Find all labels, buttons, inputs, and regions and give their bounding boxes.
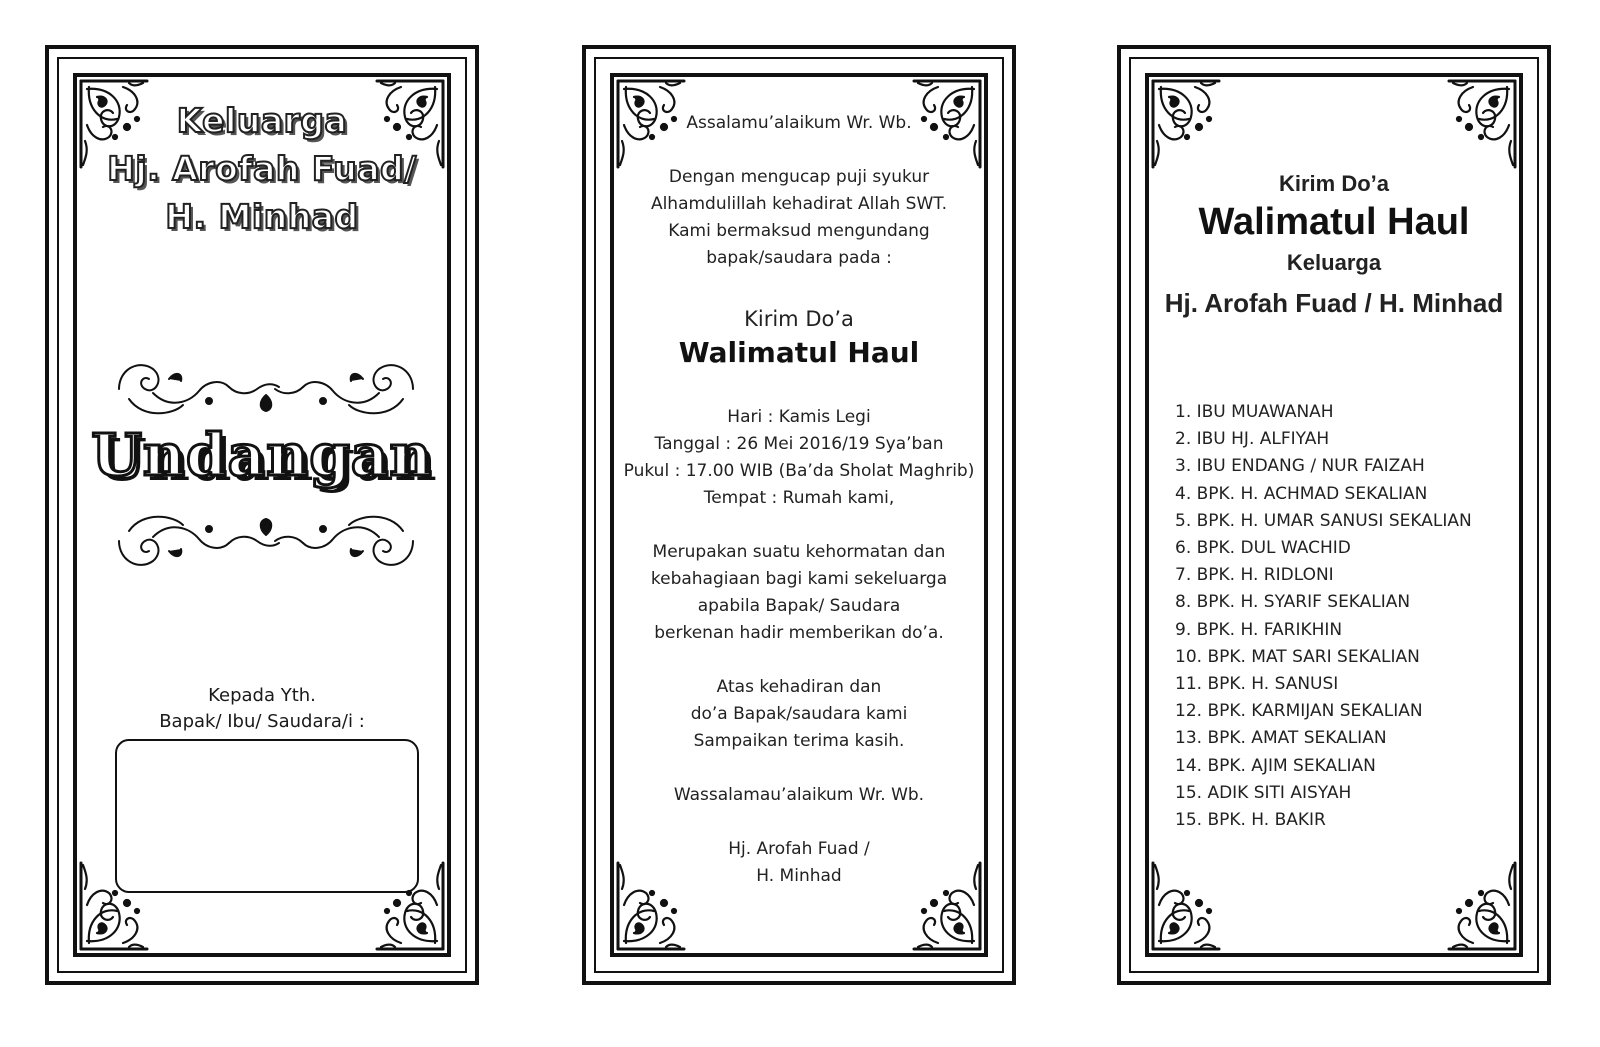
list-item: 12. BPK. KARMIJAN SEKALIAN — [1175, 701, 1423, 722]
cover-title: Undangan — [91, 421, 433, 489]
list-item: 2. IBU HJ. ALFIYAH — [1175, 429, 1330, 450]
intro-line: Kami bermaksud mengundang — [668, 221, 930, 241]
address-box — [115, 739, 419, 893]
back-family-names: Hj. Arofah Fuad / H. Minhad — [1164, 288, 1504, 318]
honor-line: Merupakan suatu kehormatan dan — [652, 542, 946, 562]
honor-line: berkenan hadir memberikan do’a. — [654, 623, 944, 643]
intro-line: bapak/saudara pada : — [706, 248, 892, 268]
list-item: 14. BPK. AJIM SEKALIAN — [1175, 755, 1376, 776]
scroll-ornament-bottom-icon — [109, 499, 423, 581]
honor-line: apabila Bapak/ Saudara — [697, 596, 901, 616]
guest-list — [1175, 399, 1472, 834]
corner-flourish-icon — [1151, 861, 1221, 951]
list-item: 8. BPK. H. SYARIF SEKALIAN — [1175, 592, 1411, 613]
cover-family-line1: Keluarga — [176, 101, 348, 140]
corner-flourish-icon — [1151, 79, 1221, 169]
detail-day: Hari : Kamis Legi — [727, 407, 871, 427]
list-item: 11. BPK. H. SANUSI — [1175, 674, 1339, 695]
list-item: 15. BPK. H. BAKIR — [1175, 810, 1326, 831]
detail-date: Tanggal : 26 Mei 2016/19 Sya’ban — [654, 434, 944, 454]
list-item: 6. BPK. DUL WACHID — [1175, 538, 1351, 559]
invitation-body — [586, 110, 1012, 890]
recipient-line2: Bapak/ Ibu/ Saudara/i : — [159, 711, 365, 732]
signature-line1: Hj. Arofah Fuad / — [728, 839, 870, 859]
signature-line2: H. Minhad — [756, 866, 842, 886]
list-item: 9. BPK. H. FARIKHIN — [1175, 619, 1343, 640]
closing: Wassalamau’alaikum Wr. Wb. — [673, 785, 925, 805]
list-item: 13. BPK. AMAT SEKALIAN — [1175, 728, 1387, 749]
recipient-line1: Kepada Yth. — [208, 685, 316, 706]
corner-flourish-icon — [1447, 861, 1517, 951]
event-title: Walimatul Haul — [678, 336, 920, 369]
scroll-ornament-top-icon — [109, 349, 423, 431]
invitation-panel — [582, 45, 1016, 985]
intro-line: Dengan mengucap puji syukur — [668, 167, 930, 187]
cover-panel — [45, 45, 479, 985]
list-item: 15. ADIK SITI AISYAH — [1175, 782, 1352, 803]
cover-family-line2: Hj. Arofah Fuad/ — [107, 149, 417, 188]
guest-list-panel — [1117, 45, 1551, 985]
thanks-line: Atas kehadiran dan — [716, 677, 882, 697]
detail-place: Tempat : Rumah kami, — [703, 488, 895, 508]
cover-family-line3: H. Minhad — [165, 197, 359, 236]
list-item: 1. IBU MUAWANAH — [1175, 402, 1334, 422]
greeting: Assalamu’alaikum Wr. Wb. — [686, 113, 912, 133]
list-item: 4. BPK. H. ACHMAD SEKALIAN — [1175, 483, 1428, 504]
detail-time: Pukul : 17.00 WIB (Ba’da Sholat Maghrib) — [623, 461, 975, 481]
corner-flourish-icon — [1447, 79, 1517, 169]
thanks-line: do’a Bapak/saudara kami — [690, 704, 908, 724]
back-family-label: Keluarga — [1286, 250, 1382, 275]
list-item: 10. BPK. MAT SARI SEKALIAN — [1175, 646, 1420, 667]
event-subtitle: Kirim Do’a — [744, 307, 854, 331]
back-heading — [1121, 171, 1547, 319]
recipient-block — [49, 683, 475, 735]
cover-family-heading — [49, 97, 475, 241]
back-subtitle: Kirim Do’a — [1278, 171, 1390, 196]
thanks-line: Sampaikan terima kasih. — [693, 731, 905, 751]
list-item: 5. BPK. H. UMAR SANUSI SEKALIAN — [1175, 510, 1472, 531]
honor-line: kebahagiaan bagi kami sekeluarga — [650, 569, 948, 589]
list-item: 3. IBU ENDANG / NUR FAIZAH — [1175, 456, 1425, 477]
intro-line: Alhamdulillah kehadirat Allah SWT. — [650, 194, 948, 214]
back-title: Walimatul Haul — [1198, 201, 1470, 243]
list-item: 7. BPK. H. RIDLONI — [1175, 565, 1334, 586]
